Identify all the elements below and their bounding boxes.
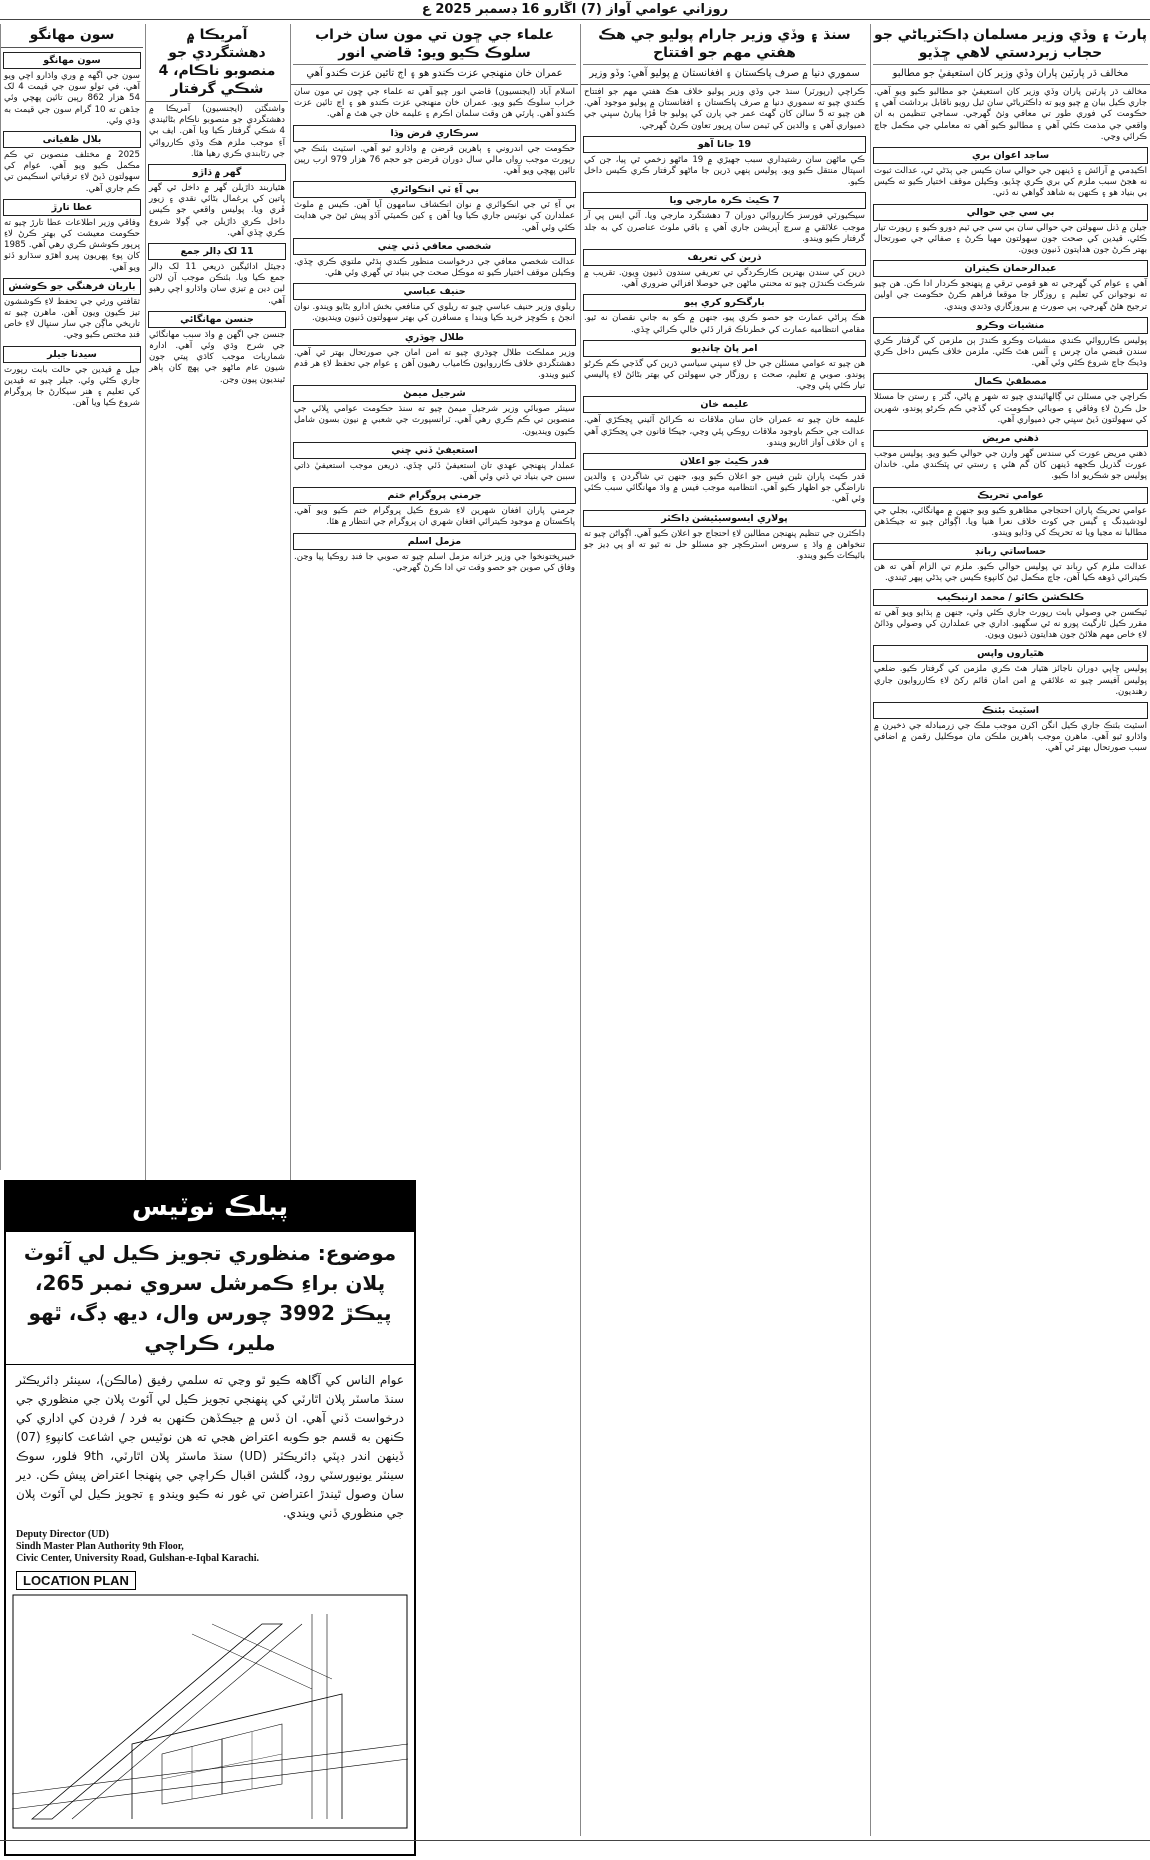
- headline: پارٽ ۽ وڏي وزير مسلمان ڊاڪٽرياڻي جو حجاب زبردستي لاهي ڇڏيو: [873, 27, 1148, 61]
- story-headline: جرمني پروگرام ختم: [293, 487, 576, 504]
- location-plan-map: [12, 1594, 408, 1829]
- story-headline: قدر ڪيٽ جو اعلان: [583, 453, 866, 470]
- headline: سنڌ ۽ وڏي وزير جارام پوليو جي هڪ هفتي مهم جو افتتاح: [598, 27, 851, 61]
- news-story: [291, 125, 578, 178]
- notice-title: پبلڪ نوٽيس: [6, 1182, 414, 1232]
- story-body: عوامي تحريڪ پاران احتجاجي مظاهرو ڪيو ويو جنهن ۾ مهانگائي، بجلي جي لوڊشيڊنگ ۽ گيس جي کوٽ خلاف نعرا هنيا ويا. اڳواڻن چيو ته جيڪڏهن مطالبا نه مڃيا ويا ته تحريڪ کي وڌايو ويندو.: [874, 505, 1147, 539]
- story-headline: 7 ڪيٽ ڪرہ مارجي ويا: [583, 192, 866, 209]
- headline-block: [1, 24, 143, 48]
- news-story: [1, 346, 143, 410]
- story-headline: جنسن مهانگائي: [148, 311, 286, 328]
- story-body: قدر ڪيٽ پاران نئين فيس جو اعلان ڪيو ويو، جنهن تي شاگردن ۽ والدين ناراضگي جو اظهار ڪيو آهي. انتظاميه موجب فيس ۾ واڌ مهانگائي سبب ڪئي وئي آهي.: [584, 472, 865, 505]
- news-story: [871, 589, 1150, 642]
- story-headline: ذرين کي تعريف: [583, 249, 866, 266]
- news-story: [871, 487, 1150, 540]
- story-headline: بي آءِ ٽي انڪوائري: [293, 181, 576, 198]
- news-story: [871, 430, 1150, 483]
- news-story: [291, 442, 578, 483]
- story-body: هٿياربند ڌاڙيلن گهر ۾ داخل ٿي گهر ڀاتين کي يرغمال بڻائي نقدي ۽ زيور ڦري ويا. پوليس واقعي جو ڪيس داخل ڪري ڌاڙيلن جي ڳولا شروع ڪري ڇڏي آهي.: [149, 183, 285, 238]
- story-headline: باريان فرهنگي جو ڪوشش: [3, 278, 141, 295]
- story-body: جرمني پاران افغان شهرين لاءِ شروع ڪيل پروگرام ختم ڪيو ويو آهي. پاڪستان ۾ موجود ڪيترائي افغان شهري ان پروگرام جي انتظار ۾ هئا.: [294, 506, 575, 528]
- story-headline: طلال چوڌري: [293, 329, 576, 346]
- news-story: [581, 453, 868, 506]
- news-story: [871, 645, 1150, 698]
- story-headline: شرجيل ميمڻ: [293, 385, 576, 402]
- masthead: روزاني عوامي آواز (7) اڱارو 16 ڊسمبر 2025 ع: [0, 0, 1150, 20]
- story-body: هڪ پراڻي عمارت جو حصو ڪري پيو، جنهن ۾ ڪو به جاني نقصان نه ٿيو. مقامي انتظاميه عمارت کي خطرناڪ قرار ڏئي خالي ڪرائي ڇڏي.: [584, 313, 865, 335]
- story-headline: مزمل اسلم: [293, 533, 576, 550]
- news-story: [581, 192, 868, 245]
- story-body: خيبرپختونخوا جي وزير خزانه مزمل اسلم چيو ته صوبي جا فنڊ روڪيا پيا وڃن. وفاق کي صوبن جو حصو وقت تي ادا ڪرڻ گهرجي.: [294, 551, 575, 573]
- news-story: [581, 249, 868, 290]
- news-story: [291, 385, 578, 438]
- contact-line: Civic Center, University Road, Gulshan-e-Iqbal Karachi.: [16, 1553, 259, 1564]
- contact-line: Deputy Director (UD): [16, 1529, 109, 1540]
- news-story: [146, 311, 288, 386]
- headline-block: [291, 24, 578, 85]
- story-headline: 11 لک ڊالر جمع: [148, 243, 286, 260]
- headline-block: [581, 24, 868, 85]
- story-body: وزير مملڪت طلال چوڌري چيو ته امن امان جي صورتحال بهتر ٿي آهي. دهشتگردي خلاف ڪارروايون ڪامياب رهيون آهن ۽ عوام جي تحفظ لاءِ هر قدم کنيو ويندو.: [294, 347, 575, 381]
- news-story: [871, 317, 1150, 370]
- story-body: سيڪيورٽي فورسز ڪارروائي دوران 7 دهشتگرد مارجي ويا. آئي ايس پي آر موجب علائقي ۾ سرچ آپريشن جاري آهي ۽ باقي ملوث عناصرن کي به جلد گرفتار ڪيو ويندو.: [584, 211, 865, 244]
- story-headline: استعيفيٰ ڏني ڇني: [293, 442, 576, 459]
- story-body: ڪي ماڻهن سان رشتيداري سبب جهيڙي ۾ 19 ماڻهو زخمي ٿي پيا، جن کي اسپتال منتقل ڪيو ويو. پوليس ٻنهي ڌرين جا ماڻهو گرفتار ڪري ڪيس داخل ڪيو.: [584, 154, 865, 188]
- story-body: ڪراچي (رپورٽر) سنڌ جي وڏي وزير پوليو خلاف هڪ هفتي مهم جو افتتاح ڪندي چيو ته سموري دنيا ۾ صرف پاڪستان ۽ افغانستان ۾ پوليو موجود آهي. هن چيو ته 5 سالن کان گهٽ عمر جي ٻارن کي پوليو جا ڦڙا پيارڻ سڀني جي ذميواري آهي ۽ والدين کي ٽيمن سان ڀرپور تعاون ڪرڻ گهرجي.: [584, 87, 865, 131]
- story-body: عدالت ملزم کي ربانڊ تي پوليس حوالي ڪيو. ملزم تي الزام آهي ته هن ڪيترائي ڏوهه ڪيا آهن، جاچ مڪمل ٿيڻ کانپوءِ ڪيس جي ٻڌڻي ٻيهر ٿيندي.: [874, 562, 1147, 584]
- news-story: [871, 147, 1150, 200]
- story-body: ڪراچي جي مسئلن تي ڳالهائيندي چيو ته شهر ۾ پاڻي، گٽر ۽ رستن جا مسئلا حل ڪرڻ لاءِ وفاقي ۽ صوبائي حڪومت کي گڏجي ڪم ڪرڻو پوندو، شهرين کي سهولتون ڏيڻ سڀني جي ذميواري آهي.: [874, 392, 1147, 425]
- news-story: [871, 87, 1150, 143]
- news-story: [581, 340, 868, 393]
- public-notice: [4, 1180, 416, 1856]
- headline-block: [146, 24, 288, 102]
- headline: سون مهانگو: [29, 27, 115, 43]
- story-headline: اسٽيٽ بئنڪ: [873, 702, 1148, 719]
- notice-body: عوام الناس کي آگاهه ڪيو ٿو وڃي ته سلمي رفيق (مالڪن)، سينئر ڊائريڪٽر سنڌ ماسٽر پلان اٿارٽي کي پنهنجي تجويز ڪيل لي آئوٽ پلان جي منظوري جي درخواست ڏني آهي. ان ڏس ۾ جيڪڏهن ڪنهن به فرد / فرڊن کي اداري کي ڪنهن به قسم جو ڪوبه اعتراض هجي ته هن نوٽيس جي اشاعت کانپوءِ (07) ڏينهن اندر ڊپٽي ڊائريڪٽر (UD) سنڌ ماسٽر پلان اٿارٽي، 9th فلور، سوڪ سينٽر يونيورسٽي روڊ، گلشن اقبال ڪراچي جي پنهنجا اعتراض پيش ڪن. دير سان وصول ٿيندڙ اعتراضن تي غور نه ڪيو ويندو ۽ تجويز ڪيل لي آئوٽ پلان جي منظوري ڏني ويندي.: [16, 1373, 405, 1520]
- story-body: مخالف ڌر پارٽين پاران وڏي وزير کان استعيفيٰ جو مطالبو ڪيو ويو آهي. جاري ڪيل بيان ۾ چيو ويو ته ڊاڪٽرياڻي سان ٿيل رويو ناقابل برداشت آهي ۽ حڪومت کي فوري طور تي معافي وٺڻ گهرجي. سماجي تنظيمن به ان واقعي جي مذمت ڪئي آهي ۽ مطالبو ڪيو آهي ته معاملي جي مڪمل جاچ ڪرائي وڃي.: [874, 87, 1147, 142]
- story-headline: بي سي جي حوالي: [873, 204, 1148, 221]
- story-body: اڪيڊمي ۾ آرائش ۽ ڏينهن جي حوالي سان ڪيس جي ٻڌڻي ٿي، عدالت ثبوت نه هجڻ سبب ملزم کي بري ڪري ڇڏيو. وڪيلن موقف اختيار ڪيو ته ڪيس بي بنياد هو ۽ ڪنهن به شاهد گواهي نه ڏني.: [874, 166, 1147, 199]
- news-story: [581, 294, 868, 335]
- news-story: [871, 373, 1150, 426]
- story-body: جيلن ۾ ڏنل سهولتن جي حوالي سان بي سي جي ٽيم دورو ڪيو ۽ رپورٽ تيار ڪئي. قيدين کي صحت جون سهولتون مهيا ڪرڻ ۽ صفائي جي صورتحال بهتر ڪرڻ جون هدايتون ڏنيون ويون.: [874, 222, 1147, 256]
- story-body: واشنگٽن (ايجنسيون) آمريڪا ۾ دهشتگردي جو منصوبو ناڪام بڻائيندي 4 شڪي گرفتار ڪيا ويا آهن. ايف بي آءِ موجب ملزم هڪ وڏي ڪارروائي جي رٿابندي ڪري رهيا هئا.: [149, 104, 285, 159]
- story-body: وفاقي وزير اطلاعات عطا تارڙ چيو ته حڪومت معيشت کي بهتر ڪرڻ لاءِ ڀرپور ڪوشش ڪري رهي آهي. 1985 کان پوءِ پهريون ڀيرو اهڙو سڌارو ڏٺو ويو آهي.: [4, 217, 140, 273]
- story-headline: شخصي معافي ڏني ڇني: [293, 238, 576, 255]
- contact-line: Sindh Master Plan Authority 9th Floor,: [16, 1541, 184, 1552]
- story-body: اسلام آباد (ايجنسيون) قاضي انور چيو آهي ته علماء جي ڇون تي مون سان خراب سلوڪ ڪيو ويو. عمران خان منهنجي عزت ڪندو هو ۽ اڄ تائين عزت ڪندو آهي. پارٽي هن وقت سلمان اڪرم ۽ عليمه خان جي هٿ ۾ آهي.: [294, 87, 575, 120]
- notice-subject: موضوع: منظوري تجويز ڪيل لي آئوٽ پلان براءِ ڪمرشل سروي نمبر 265، پيڪڙ 3992 چورس وال، ديھ ڊگ، ٿهو ملير، ڪراچي: [6, 1232, 414, 1365]
- story-body: بي آءِ ٽي جي انڪوائري ۾ نوان انڪشاف سامهون آيا آهن. ڪيس ۾ ملوث عملدارن کي نوٽيس جاري ڪيا ويا آهن ۽ کين ڪميٽي آڏو پيش ٿيڻ جي هدايت ڪئي وئي آهي.: [294, 200, 575, 233]
- story-body: اسٽيٽ بئنڪ جاري ڪيل انگن اکرن موجب ملڪ جي زرمبادله جي ذخيرن ۾ واڌارو ٿيو آهي. ماهرن موجب ٻاهرين ملڪن مان موڪليل رقمن ۾ اضافي سبب صورتحال بهتر ٿي آهي.: [874, 720, 1147, 754]
- news-story: [871, 543, 1150, 584]
- story-body: پوليس ڪارروائي ڪندي منشيات وڪرو ڪندڙ ٻن ملزمن کي گرفتار ڪري سندن قبضي مان چرس ۽ آئس هٿ ڪئي. ملزمن خلاف ڪيس داخل ڪري وڌيڪ جاچ شروع ڪئي وئي آهي.: [874, 335, 1147, 369]
- story-headline: هٿياروں واپس: [873, 645, 1148, 662]
- news-story: [291, 238, 578, 279]
- story-headline: پولاري ايسوسيئيشن ڊاڪٽر: [583, 510, 866, 527]
- headline: آمريڪا ۾ دهشتگردي جو منصوبو ناڪام، 4 شڪي گرفتار: [158, 27, 276, 97]
- news-story: [291, 181, 578, 234]
- story-body: ذهني مريض عورت کي سندس گهر وارن جي حوالي ڪيو ويو. پوليس موجب عورت گذريل ڪجهه ڏينهن کان گم هئي ۽ رستي تي ڀٽڪندي ملي. خاندان پوليس جو شڪريو ادا ڪيو.: [874, 449, 1147, 482]
- page-footer-rule: [0, 1840, 1150, 1860]
- news-story: [1, 131, 143, 195]
- news-story: [291, 283, 578, 324]
- news-story: [1, 199, 143, 274]
- story-body: ڊاڪٽرن جي تنظيم پنهنجن مطالبن لاءِ احتجاج جو اعلان ڪيو آهي. اڳواڻن چيو ته تنخواهن ۾ واڌ ۽ سروس اسٽرڪچر جو مسئلو حل نه ٿيو ته او پي ڊيز جو بائيڪاٽ ڪيو ويندو.: [584, 528, 865, 562]
- story-headline: ساجد اعوان بري: [873, 147, 1148, 164]
- news-story: [291, 329, 578, 382]
- story-headline: حنيف عباسي: [293, 283, 576, 300]
- sub-headline: سموري دنيا ۾ صرف پاڪستان ۽ افغانستان ۾ پوليو آهي: وڏو وزير: [583, 64, 866, 81]
- news-story: [871, 702, 1150, 755]
- news-story: [871, 260, 1150, 313]
- notice-contact: [6, 1529, 414, 1569]
- story-body: آهي ۽ عوام کي گهرجي ته هو قومي ترقي ۾ پنهنجو ڪردار ادا ڪن. هن چيو ته نوجوانن کي تعليم ۽ روزگار جا موقعا فراهم ڪرڻ حڪومت جي اولين ترجيح هئڻ گهرجي، ٻي صورت ۾ بيروزگاري وڌندي ويندي.: [874, 279, 1147, 312]
- story-headline: منشيات وڪرو: [873, 317, 1148, 334]
- story-headline: گهر ۾ ڌاڙو: [148, 164, 286, 181]
- news-story: [146, 243, 288, 307]
- story-headline: بلال ظفيانی: [3, 131, 141, 148]
- news-story: [581, 136, 868, 189]
- story-body: جيل ۾ قيدين جي حالت بابت رپورٽ جاري ڪئي وئي. جيلر چيو ته قيدين کي تعليم ۽ هنر سيکارڻ جا پروگرام شروع ڪيا ويا آهن.: [4, 364, 140, 409]
- news-story: [581, 510, 868, 563]
- news-story: [291, 87, 578, 121]
- story-headline: حساساتي ربانڊ: [873, 543, 1148, 560]
- story-body: 2025 ۾ مختلف منصوبن تي ڪم مڪمل ڪيو ويو آهي. عوام کي سهولتون ڏيڻ لاءِ ترقياتي اسڪيمن تي ڪم جاري آهي.: [4, 150, 140, 194]
- news-column-2: [580, 24, 868, 1836]
- news-story: [1, 278, 143, 342]
- story-body: سينئر صوبائي وزير شرجيل ميمڻ چيو ته سنڌ حڪومت عوامي ڀلائي جي منصوبن تي ڪم ڪري رهي آهي. ٽرانسپورٽ جي شعبي ۾ نيون بسون شامل ڪيون وينديون.: [294, 404, 575, 437]
- story-headline: 19 جانا آهو: [583, 136, 866, 153]
- story-body: ريلوي وزير حنيف عباسي چيو ته ريلوي کي منافعي بخش ادارو بڻايو ويندو. نوان انجڻ ۽ ڪوچز خريد ڪيا ويندا ۽ مسافرن کي بهتر سهولتون ڏنيون وينديون.: [294, 302, 575, 324]
- story-body: ذرين کي سندن بهترين ڪارڪردگي تي تعريفي سندون ڏنيون ويون. تقريب ۾ شرڪت ڪندڙن چيو ته محنتي ماڻهن جي حوصلا افزائي ضروري آهي.: [584, 268, 865, 290]
- story-body: ثقافتي ورثي جي تحفظ لاءِ ڪوششون تيز ڪيون ويون آهن. ماهرن چيو ته تاريخي ماڳن جي سار سنڀال لاءِ خاص فنڊ مختص ڪيو وڃي.: [4, 296, 140, 341]
- story-body: هن چيو ته عوامي مسئلن جي حل لاءِ سڀني سياسي ڌرين کي گڏجي ڪم ڪرڻو پوندو. صوبي ۾ تعليم، صحت ۽ روزگار جي سهولتن کي بهتر بڻائڻ لاءِ پاليسي تيار ڪئي پئي وڃي.: [584, 358, 865, 392]
- news-story: [291, 487, 578, 528]
- story-headline: ذهني مريض: [873, 430, 1148, 447]
- story-headline: امر پاڻ چانڊيو: [583, 340, 866, 357]
- story-headline: مصطفيٰ ڪمال: [873, 373, 1148, 390]
- story-headline: عوامي تحريڪ: [873, 487, 1148, 504]
- location-plan-label: LOCATION PLAN: [16, 1571, 136, 1590]
- news-story: [146, 164, 288, 239]
- story-body: سون جي اگهه ۾ وري واڌارو اچي ويو آهي. في تولو سون جي قيمت 4 لک 54 هزار 862 رپين تائين پهچي وئي جڏهن ته 10 گرام سون جي قيمت به وڌي وئي.: [4, 71, 141, 126]
- headline-block: [871, 24, 1150, 85]
- story-headline: سيدنا جيلر: [3, 346, 141, 363]
- news-story: [1, 52, 143, 127]
- story-headline: سون مهانگو: [3, 52, 141, 69]
- story-body: جنسن جي اگهن ۾ واڌ سبب مهانگائي جي شرح وڌي وئي آهي. ادارہ شماريات موجب کاڌي پيتي جون شيون عام ماڻهو جي پهچ کان ٻاهر ٿينديون پيون وڃن.: [149, 329, 285, 385]
- news-story: [871, 204, 1150, 257]
- story-headline: سرڪاري قرض وڌا: [293, 125, 576, 142]
- story-body: پوليس ڇاپي دوران ناجائز هٿيار هٿ ڪري ملزمن کي گرفتار ڪيو. ضلعي پوليس آفيسر چيو ته علائقي ۾ امن امان قائم رکڻ لاءِ ڪارروايون جاري رهنديون.: [874, 664, 1147, 697]
- sub-headline: مخالف ڌر پارٽين پاران وڏي وزير کان استعيفيٰ جو مطالبو: [873, 64, 1148, 81]
- news-column-1: [870, 24, 1150, 1836]
- news-column-5: [0, 24, 143, 1170]
- story-headline: عليمه خان: [583, 396, 866, 413]
- news-story: [581, 396, 868, 449]
- story-headline: عبدالرحمان ڪيتران: [873, 260, 1148, 277]
- news-story: [581, 87, 868, 132]
- story-body: ٽيڪسن جي وصولي بابت رپورٽ جاري ڪئي وئي، جنهن ۾ ٻڌايو ويو آهي ته مقرر ڪيل ٽارگيٽ پورو نه ٿي سگهيو. اداري جي عملدارن کي وصولي وڌائڻ لاءِ خاص مهم هلائڻ جون هدايتون ڏنيون ويون.: [874, 607, 1147, 641]
- story-headline: عطا تارڙ: [3, 199, 141, 216]
- news-story: [291, 533, 578, 574]
- story-headline: بارگڪرو کري پيو: [583, 294, 866, 311]
- story-body: عليمه خان چيو ته عمران خان سان ملاقات نه ڪرائڻ آئيني ڀڃڪڙي آهي. عدالت جي حڪم باوجود ملاقات روڪي پئي وڃي، جيڪا قانون جي ڀڃڪڙي آهي ۽ ان خلاف آواز اٿاريو ويندو.: [584, 415, 865, 448]
- sub-headline: عمران خان منهنجي عزت ڪندو هو ۽ اڄ تائين عزت ڪندو آهي: [293, 64, 576, 81]
- story-body: عدالت شخصي معافي جي درخواست منظور ڪندي ٻڌڻي ملتوي ڪري ڇڏي. وڪيلن موقف اختيار ڪيو ته موڪل صحت جي بنياد تي گهري وئي هئي.: [294, 256, 575, 279]
- headline: علماء جي ڇون تي مون سان خراب سلوڪ ڪيو ويو: قاضي انور: [315, 27, 554, 61]
- story-headline: ڪلڪشن ڪاٿو / محمد ارنبڪيب: [873, 589, 1148, 606]
- news-story: [146, 104, 288, 160]
- story-body: عملدار پنهنجي عهدي تان استعيفيٰ ڏئي ڇڏي. ذريعن موجب استعيفيٰ ذاتي سببن جي بنياد تي ڏني وئي آهي.: [294, 460, 575, 483]
- story-body: حڪومت جي اندروني ۽ ٻاهرين قرضن ۾ واڌارو ٿيو آهي. اسٽيٽ بئنڪ جي رپورٽ موجب رواں مالي سال دوران قرضن جو حجم 76 هزار 979 ارب رپين تائين پهچي ويو آهي.: [294, 143, 575, 177]
- story-body: ڊجيٽل ادائيگين ذريعي 11 لک ڊالر جمع ڪيا ويا. بئنڪن موجب آن لائن لين دين ۾ تيزي سان واڌارو اچي رهيو آهي.: [149, 262, 285, 306]
